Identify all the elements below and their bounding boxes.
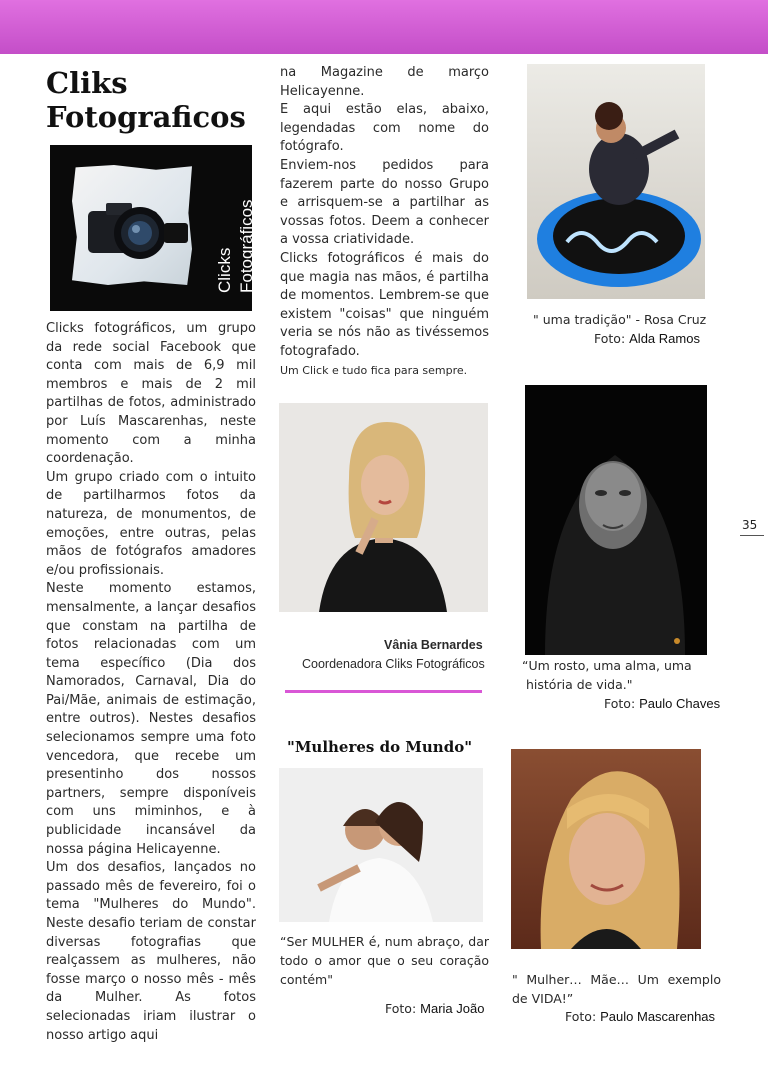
caption-paulo-chaves-1: “Um rosto, uma alma, uma [522,658,692,673]
page-number: 35 [742,518,758,532]
header-band [0,0,768,54]
coordinator-name: Vânia Bernardes [384,638,483,652]
title-line-1: Cliks [46,66,128,100]
paragraph: na Magazine de março Helicayenne. [280,65,489,99]
photographer-name: Maria João [420,1001,485,1016]
page-number-underline [740,535,764,536]
paragraph: Neste momento estamos, mensalmente, a lançar desafios que constam na partilha de fotos relacionadas com um tema específico (Dia dos Namorados, Carnaval, Dia do Pai/Mãe, animais de estimação, entre outros). Nestes desafios selecionamos sempre uma foto vencedora, que recebe um presentinho dos nossos partners, sempre disponíveis com uns miminhos, e à publicidade incansável da nossa página Helicayenne. [46,581,256,857]
accent-divider [285,690,482,693]
caption-maria-joao: “Ser MULHER é, num abraço, dar todo o amor que o seu coração contém" [280,934,489,987]
paragraph: Clicks fotográficos é mais do que magia nas mãos, é partilha de momentos. Lembrem-se que existem "coisas" que ninguém veria se nós não as tivéssemos fotografado. [280,250,489,359]
closing-line: Um Click e tudo fica para sempre. [280,363,468,377]
photo-vania-bernardes [279,403,488,612]
article-title [46,66,266,134]
photo-elderly-woman [525,385,707,655]
article-column-1 [46,320,256,1045]
photographer-name: Alda Ramos [629,331,700,346]
credit-maria-joao [385,1000,484,1018]
photographer-name: Paulo Chaves [639,696,721,711]
foto-label: Foto: [565,1009,597,1024]
photographer-name: Paulo Mascarenhas [600,1009,716,1024]
paragraph: Clicks fotográficos, um grupo da rede social Facebook que conta com mais de 6,9 mil membros e mais de 2 mil partilhas de fotos, administrado por Luís Mascarenhas, neste momento com a minha coordenação. [46,321,256,467]
title-line-2: Fotograficos [46,100,246,134]
caption-quote: " uma tradição" - Rosa Cruz [533,312,707,327]
coordinator-role: Coordenadora Cliks Fotográficos [302,657,485,671]
logo-text-2: Fotográficos [237,199,256,293]
caption-paulo-chaves-2: história de vida." [526,677,633,692]
caption-rosa [533,311,706,329]
paragraph: E aqui estão elas, abaixo, legendadas com nome do fotógrafo. [280,102,489,155]
photo-mother-son [279,768,483,922]
foto-label: Foto: [385,1001,417,1016]
paragraph: Enviem-nos pedidos para fazerem parte do nosso Grupo e arrisquem-se a partilhar as vossas fotos. Deem a conhecer a vossa criatividade. [280,157,489,248]
clicks-logo-image [50,145,256,311]
logo-text-1: Clicks [215,247,234,293]
paragraph: Um grupo criado com o intuito de partilharmos fotos da natureza, de monumentos, de emoções, entre outras, pelas mãos de fotógrafos amadores e/ou profissionais. [46,469,256,578]
paragraph: Um dos desafios, lançados no passado mês de fevereiro, foi o tema "Mulheres do Mundo". Neste desafio teriam de constar diversas fotografias que realçassem as mulheres, não fosse março o nosso mês - mês da Mulher. As fotos selecionadas iriam ilustrar o nosso artigo aqui [46,860,256,1043]
foto-label: Foto: [604,696,636,711]
credit-paulo-mascarenhas [565,1008,715,1026]
camera-icon [80,197,192,265]
article-column-2 [280,64,489,380]
photo-blonde-woman [511,749,701,949]
credit-rosa [594,330,700,348]
credit-paulo-chaves [604,695,720,713]
section-heading: "Mulheres do Mundo" [287,738,473,756]
caption-paulo-mascarenhas: " Mulher… Mãe… Um exemplo de VIDA!” [512,972,721,1006]
logo-vertical-text [200,153,256,303]
photo-rosa-cruz [527,64,705,299]
foto-label: Foto: [594,331,626,346]
